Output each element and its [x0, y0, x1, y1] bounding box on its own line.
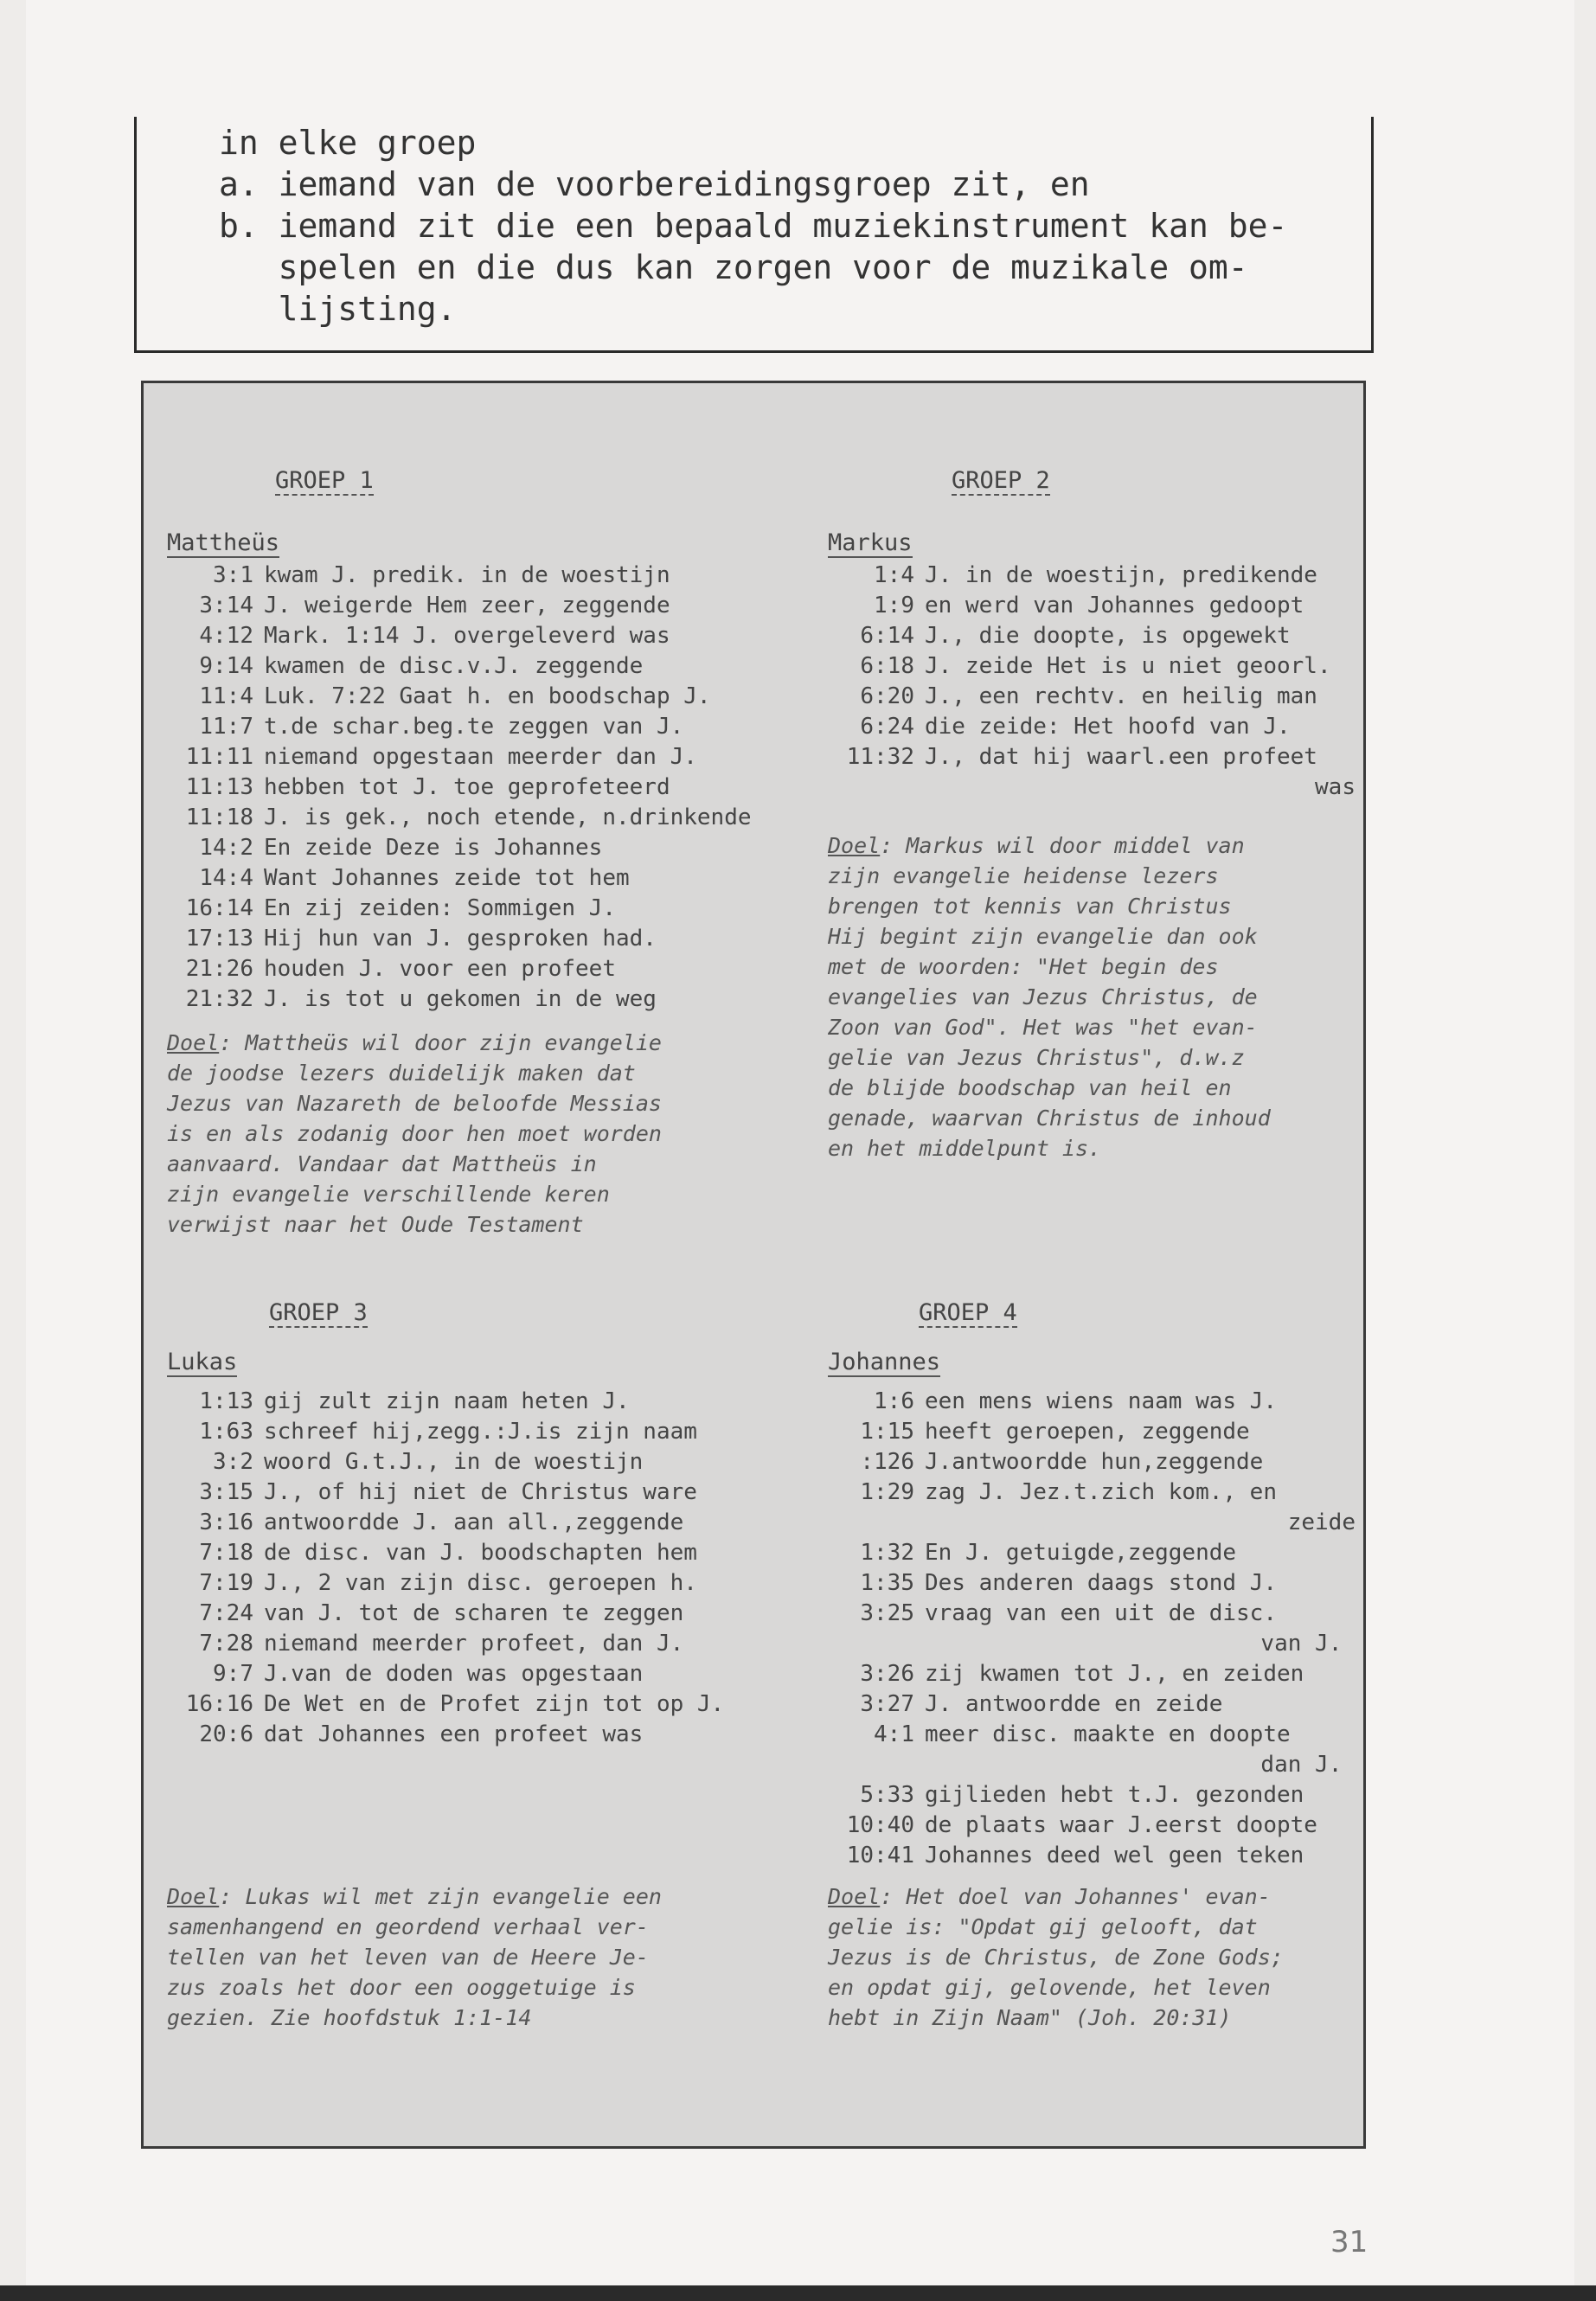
verse-ref: 1:63: [199, 1419, 253, 1445]
verse-ref: 3:2: [213, 1449, 253, 1475]
verse-ref: 3:26: [860, 1661, 914, 1687]
verse-row: [828, 1477, 1356, 1538]
verse-text: van J. tot de scharen te zeggen: [264, 1600, 684, 1626]
verse-ref: 11:11: [185, 744, 253, 770]
verse-ref: 3:25: [860, 1600, 914, 1626]
verse-text: de disc. van J. boodschapten hem: [264, 1540, 697, 1566]
verse-ref: 3:14: [199, 593, 253, 619]
verse-text: zij kwamen tot J., en zeiden: [925, 1661, 1304, 1687]
verse-ref: 10:40: [846, 1812, 914, 1838]
intro-box: [134, 117, 1374, 353]
verse-text: niemand opgestaan meerder dan J.: [264, 744, 697, 770]
verse-text: heeft geroepen, zeggende: [925, 1419, 1250, 1445]
verse-row: [828, 1568, 1356, 1599]
intro-line: a. iemand van de voorbereidingsgroep zit, en: [219, 165, 1090, 203]
doel-label: Doel: [828, 833, 881, 858]
verse-ref: 16:16: [185, 1691, 253, 1717]
verse-ref: 21:32: [185, 986, 253, 1012]
verse-row: [167, 894, 807, 924]
verse-ref: 1:15: [860, 1419, 914, 1445]
verse-ref: 7:18: [199, 1540, 253, 1566]
intro-line: b. iemand zit die een bepaald muziekinstrument kan be-: [219, 207, 1288, 245]
verse-text: J. in de woestijn, predikende: [925, 562, 1317, 588]
group-1-verses: [167, 561, 807, 1015]
verse-ref: 1:32: [860, 1540, 914, 1566]
verse-ref: 3:27: [860, 1691, 914, 1717]
verse-row: [167, 651, 807, 682]
verse-row: [828, 651, 1356, 682]
verse-ref: 1:6: [874, 1388, 914, 1414]
verse-ref: 10:41: [846, 1843, 914, 1868]
verse-ref: 6:18: [860, 653, 914, 679]
group-1-title: GROEP 1: [275, 467, 374, 494]
verse-row: [828, 1689, 1356, 1720]
intro-line: in elke groep: [219, 124, 477, 162]
verse-row: [167, 1629, 807, 1659]
verse-row: [167, 621, 807, 651]
verse-text: Hij hun van J. gesproken had.: [264, 926, 657, 952]
group-3-book: Lukas: [167, 1349, 238, 1375]
verse-ref: 9:14: [199, 653, 253, 679]
verse-text: meer disc. maakte en doopte: [925, 1721, 1291, 1747]
verse-text: woord G.t.J., in de woestijn: [264, 1449, 644, 1475]
verse-text: gij zult zijn naam heten J.: [264, 1388, 630, 1414]
verse-row: [167, 1387, 807, 1417]
verse-text: zag J. Jez.t.zich kom., en: [925, 1479, 1277, 1505]
verse-text: die zeide: Het hoofd van J.: [925, 714, 1291, 740]
intro-line: lijsting.: [219, 290, 457, 328]
verse-ref: 1:13: [199, 1388, 253, 1414]
verse-text: dat Johannes een profeet was: [264, 1721, 644, 1747]
verse-continuation: was: [1315, 774, 1356, 800]
group-3-title: GROEP 3: [269, 1299, 368, 1326]
verse-text: J., of hij niet de Christus ware: [264, 1479, 697, 1505]
verse-text: J. zeide Het is u niet geoorl.: [925, 653, 1331, 679]
verse-text: J., 2 van zijn disc. geroepen h.: [264, 1570, 697, 1596]
verse-row: [167, 1447, 807, 1477]
verse-row: [828, 1841, 1356, 1871]
verse-ref: 4:1: [874, 1721, 914, 1747]
doel-label: Doel: [828, 1884, 881, 1909]
verse-row: [828, 561, 1356, 591]
doel-label: Doel: [167, 1884, 220, 1909]
verse-ref: 3:1: [213, 562, 253, 588]
verse-text: kwamen de disc.v.J. zeggende: [264, 653, 644, 679]
verse-text: Want Johannes zeide tot hem: [264, 865, 630, 891]
verse-text: Luk. 7:22 Gaat h. en boodschap J.: [264, 683, 711, 709]
verse-text: en werd van Johannes gedoopt: [925, 593, 1304, 619]
verse-text: Johannes deed wel geen teken: [925, 1843, 1304, 1868]
verse-text: J.van de doden was opgestaan: [264, 1661, 644, 1687]
verse-row: [828, 1417, 1356, 1447]
verse-text: gijlieden hebt t.J. gezonden: [925, 1782, 1304, 1808]
verse-row: [167, 561, 807, 591]
verse-continuation: zeide: [1287, 1509, 1356, 1535]
verse-text: J., die doopte, is opgewekt: [925, 623, 1291, 649]
verse-row: [167, 863, 807, 894]
verse-text: vraag van een uit de disc.: [925, 1600, 1277, 1626]
verse-text: En zij zeiden: Sommigen J.: [264, 895, 616, 921]
verse-ref: 11:13: [185, 774, 253, 800]
verse-row: [828, 1811, 1356, 1841]
verse-ref: 6:20: [860, 683, 914, 709]
verse-row: [167, 1599, 807, 1629]
group-2-title: GROEP 2: [952, 467, 1050, 494]
group-1-book: Mattheüs: [167, 529, 280, 556]
verse-text: niemand meerder profeet, dan J.: [264, 1631, 684, 1657]
verse-text: kwam J. predik. in de woestijn: [264, 562, 670, 588]
verse-ref: 1:4: [874, 562, 914, 588]
verse-row: [167, 1720, 807, 1750]
verse-text: de plaats waar J.eerst doopte: [925, 1812, 1317, 1838]
verse-text: J. is gek., noch etende, n.drinkende: [264, 804, 752, 830]
verse-text: Des anderen daags stond J.: [925, 1570, 1277, 1596]
verse-text: En J. getuigde,zeggende: [925, 1540, 1237, 1566]
verse-ref: 7:24: [199, 1600, 253, 1626]
verse-ref: 4:12: [199, 623, 253, 649]
intro-line: spelen en die dus kan zorgen voor de muzikale om-: [219, 248, 1248, 286]
verse-text: J., een rechtv. en heilig man: [925, 683, 1317, 709]
verse-ref: 6:14: [860, 623, 914, 649]
verse-text: Mark. 1:14 J. overgeleverd was: [264, 623, 670, 649]
verse-ref: 17:13: [185, 926, 253, 952]
verse-row: [828, 682, 1356, 712]
verse-ref: 1:35: [860, 1570, 914, 1596]
verse-row: [828, 1538, 1356, 1568]
page-number: 31: [1330, 2225, 1368, 2259]
verse-row: [828, 1599, 1356, 1659]
group-4-verses: [828, 1387, 1356, 1871]
verse-text: J. weigerde Hem zeer, zeggende: [264, 593, 670, 619]
page-bottom-edge: [0, 2285, 1596, 2301]
group-4-title: GROEP 4: [919, 1299, 1017, 1326]
groups-panel: [141, 381, 1366, 2149]
verse-text: t.de schar.beg.te zeggen van J.: [264, 714, 684, 740]
verse-row: [828, 1387, 1356, 1417]
verse-row: [167, 1508, 807, 1538]
group-2-verses: [828, 561, 1356, 803]
group-3-verses: [167, 1387, 807, 1750]
verse-row: [828, 621, 1356, 651]
verse-ref: 7:28: [199, 1631, 253, 1657]
verse-row: [167, 712, 807, 742]
verse-text: hebben tot J. toe geprofeteerd: [264, 774, 670, 800]
verse-text: J., dat hij waarl.een profeet: [925, 744, 1317, 770]
doel-text: : Lukas wil met zijn evangelie een samenhangend en geordend verhaal ver- tellen van het leven van de Heere Je- zus zoals het door een ooggetuige is gezien. Zie hoofdstuk 1:1-14: [167, 1884, 662, 2030]
verse-ref: 21:26: [185, 956, 253, 982]
verse-row: [167, 682, 807, 712]
verse-ref: 11:18: [185, 804, 253, 830]
verse-row: [167, 742, 807, 772]
verse-row: [167, 1689, 807, 1720]
verse-row: [828, 1659, 1356, 1689]
verse-row: [167, 1659, 807, 1689]
verse-row: [828, 1447, 1356, 1477]
group-4-book: Johannes: [828, 1349, 941, 1375]
group-3-doel: [167, 1881, 662, 2033]
verse-row: [167, 772, 807, 803]
verse-ref: 11:32: [846, 744, 914, 770]
verse-ref: 3:16: [199, 1509, 253, 1535]
verse-text: J.antwoordde hun,zeggende: [925, 1449, 1264, 1475]
verse-ref: 7:19: [199, 1570, 253, 1596]
verse-ref: 6:24: [860, 714, 914, 740]
verse-text: J. is tot u gekomen in de weg: [264, 986, 657, 1012]
verse-row: [167, 1417, 807, 1447]
verse-ref: 3:15: [199, 1479, 253, 1505]
verse-row: [828, 742, 1356, 803]
verse-row: [167, 1538, 807, 1568]
group-2-book: Markus: [828, 529, 913, 556]
verse-row: [167, 1568, 807, 1599]
verse-text: een mens wiens naam was J.: [925, 1388, 1277, 1414]
doel-text: : Markus wil door middel van zijn evangelie heidense lezers brengen tot kennis van Christus Hij begint zijn evangelie dan ook met de woorden: "Het begin des evangelies van Jezus Christus, de Zoon van God". Het was "het evan- gelie van Jezus Christus", d.w.z de blijde boodschap van heil en genade, waarvan Christus de inhoud en het middelpunt is.: [828, 833, 1271, 1161]
verse-ref: 16:14: [185, 895, 253, 921]
verse-text: De Wet en de Profet zijn tot op J.: [264, 1691, 725, 1717]
verse-row: [167, 591, 807, 621]
verse-row: [167, 803, 807, 833]
verse-text: En zeide Deze is Johannes: [264, 835, 603, 861]
group-4-doel: [828, 1881, 1284, 2033]
verse-text: houden J. voor een profeet: [264, 956, 616, 982]
verse-row: [167, 954, 807, 984]
verse-ref: 11:7: [199, 714, 253, 740]
verse-text: schreef hij,zegg.:J.is zijn naam: [264, 1419, 697, 1445]
verse-ref: :126: [860, 1449, 914, 1475]
verse-row: [828, 591, 1356, 621]
doel-text: : Mattheüs wil door zijn evangelie de joodse lezers duidelijk maken dat Jezus van Nazareth de beloofde Messias is en als zodanig door hen moet worden aanvaard. Vandaar dat Mattheüs in zijn evangelie verschillende keren verwijst naar het Oude Testament: [167, 1030, 662, 1237]
verse-row: [167, 833, 807, 863]
verse-row: [828, 712, 1356, 742]
verse-ref: 14:4: [199, 865, 253, 891]
group-1-doel: [167, 1028, 662, 1240]
verse-ref: 20:6: [199, 1721, 253, 1747]
verse-ref: 11:4: [199, 683, 253, 709]
verse-row: [828, 1720, 1356, 1780]
group-2-doel: [828, 830, 1271, 1163]
verse-ref: 1:9: [874, 593, 914, 619]
verse-ref: 5:33: [860, 1782, 914, 1808]
verse-ref: 14:2: [199, 835, 253, 861]
verse-row: [167, 984, 807, 1015]
verse-text: J. antwoordde en zeide: [925, 1691, 1223, 1717]
verse-row: [167, 1477, 807, 1508]
doel-label: Doel: [167, 1030, 220, 1055]
verse-continuation: dan J.: [1260, 1752, 1356, 1778]
verse-ref: 1:29: [860, 1479, 914, 1505]
verse-ref: 9:7: [213, 1661, 253, 1687]
verse-continuation: van J.: [1260, 1631, 1356, 1657]
verse-row: [828, 1780, 1356, 1811]
verse-text: antwoordde J. aan all.,zeggende: [264, 1509, 684, 1535]
verse-row: [167, 924, 807, 954]
doel-text: : Het doel van Johannes' evan- gelie is: "Opdat gij gelooft, dat Jezus is de Christus, de Zone Gods; en opdat gij, gelovende, het leven hebt in Zijn Naam" (Joh. 20:31): [828, 1884, 1284, 2030]
